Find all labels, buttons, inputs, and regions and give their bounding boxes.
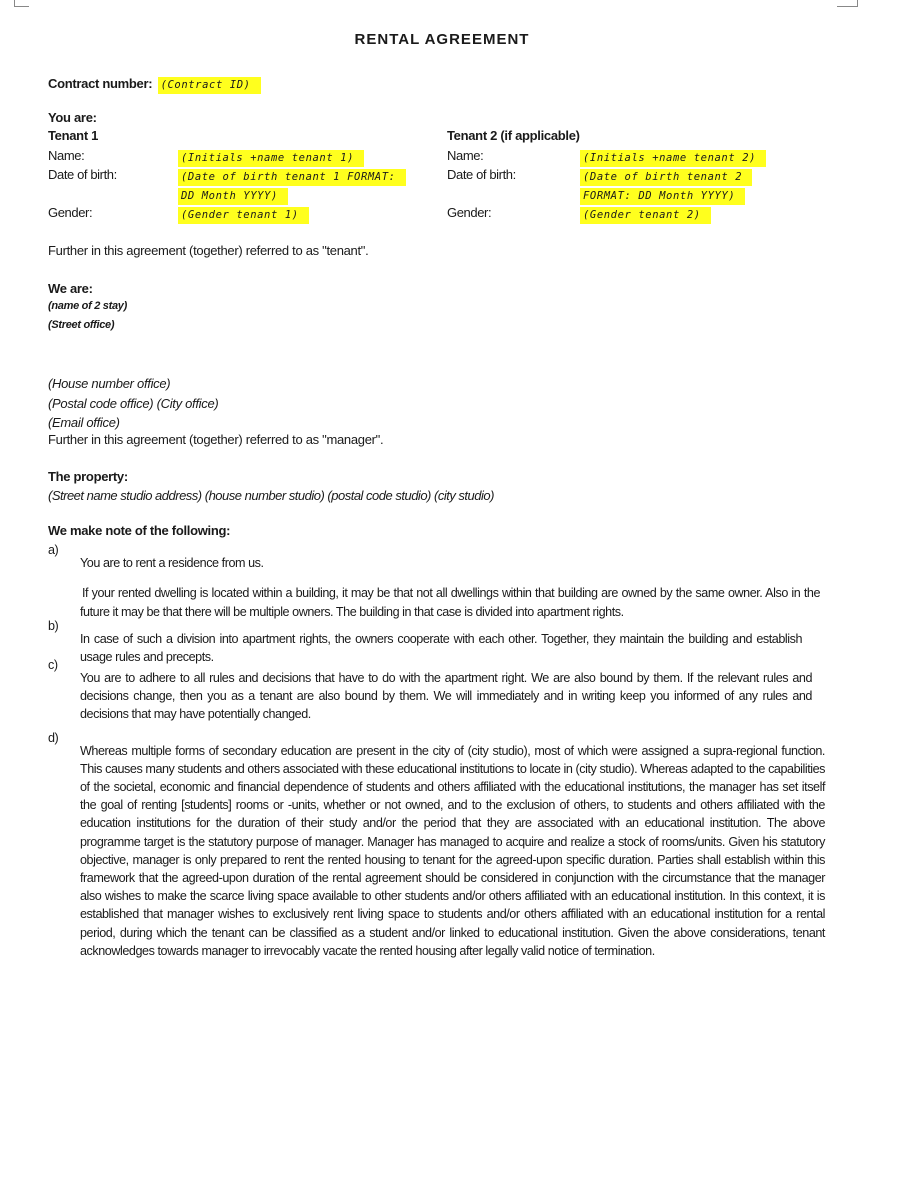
note-heading: We make note of the following: bbox=[48, 523, 231, 538]
tenant2-heading: Tenant 2 (if applicable) bbox=[447, 128, 580, 143]
contract-number-label: Contract number: bbox=[48, 76, 153, 91]
tenant1-dob-label: Date of birth: bbox=[48, 167, 117, 182]
tenant2-gender-label: Gender: bbox=[447, 205, 492, 220]
property-heading: The property: bbox=[48, 469, 128, 484]
tenant1-name-label: Name: bbox=[48, 148, 85, 163]
tenant1-dob-placeholder-line1: (Date of birth tenant 1 FORMAT: bbox=[178, 169, 406, 186]
tenant2-dob-placeholder-line1: (Date of birth tenant 2 bbox=[580, 169, 752, 186]
manager-reference-text: Further in this agreement (together) referred to as "manager". bbox=[48, 432, 384, 447]
tenant1-name-placeholder: (Initials +name tenant 1) bbox=[178, 150, 364, 167]
tenant-reference-text: Further in this agreement (together) referred to as "tenant". bbox=[48, 243, 369, 258]
tenant2-name-placeholder: (Initials +name tenant 2) bbox=[580, 150, 766, 167]
list-marker: c) bbox=[48, 658, 58, 672]
list-item-text: You are to adhere to all rules and decisions that have to do with the apartment right. We are also bound by them. If the relevant rules and decisions change, then you as a tenant are also bound by them. We will immediately and in writing keep you informed of any rules and decisions that may have potentially changed. bbox=[80, 670, 812, 721]
tenant1-heading: Tenant 1 bbox=[48, 128, 99, 143]
tenant2-dob-placeholder-line2: FORMAT: DD Month YYYY) bbox=[580, 188, 745, 205]
tenant1-gender-placeholder: (Gender tenant 1) bbox=[178, 207, 309, 224]
list-marker: b) bbox=[48, 619, 59, 633]
manager-email-placeholder: (Email office) bbox=[48, 415, 120, 430]
manager-house-number-placeholder: (House number office) bbox=[48, 376, 171, 391]
manager-postal-city-placeholder: (Postal code office) (City office) bbox=[48, 396, 219, 411]
crop-mark-right bbox=[837, 0, 858, 7]
tenant1-dob-placeholder-line2: DD Month YYYY) bbox=[178, 188, 288, 205]
we-are-heading: We are: bbox=[48, 281, 93, 296]
tenant2-name-label: Name: bbox=[447, 148, 484, 163]
list-marker: a) bbox=[48, 543, 59, 557]
manager-street-placeholder: (Street office) bbox=[48, 319, 115, 331]
list-item-text: If your rented dwelling is located within a building, it may be that not all dwellings within that building are owned by the same owner. Also in the future it may be that there will be multiple owners. The building in that case is divided into apartment rights. bbox=[80, 586, 820, 619]
tenant1-gender-label: Gender: bbox=[48, 205, 93, 220]
list-item-text: Whereas multiple forms of secondary education are present in the city of (city studio), most of which were assigned a supra-regional function. This causes many students and others associated with these educational institutions to locate in (city studio). Whereas adapted to the capabilities of the societal, economic and financial dependence of students and others affiliated with the educational institutions, the manager has set itself the goal of renting [students] rooms or -units, whether or not owned, and to the exclusion of others, to students and others affiliated with the education institutions for the duration of their study and/or the period that they are associated with an educational institution. The above programme target is the statutory purpose of manager. Manager has managed to acquire and realize a stock of rooms/units. Given his statutory objective, manager is only prepared to rent the rented housing to tenant for the agreed-upon specific duration. Parties shall establish within this framework that the agreed-upon duration of the rental agreement should be considered in conjunction with the circumstance that the manager also wishes to make the scarce living space available to other students and/or others affiliated with an educational institution. In this context, it is established that manager wishes to exclusively rent living space to students and/or others affiliated with an educational institution for a rental period, during which the tenant can be classified as a student and/or linked to educational institution. Given the above considerations, tenant acknowledges towards manager to irrevocably vacate the rented housing after legally valid notice of termination. bbox=[80, 743, 825, 958]
tenant2-dob-label: Date of birth: bbox=[447, 167, 516, 182]
crop-mark-left bbox=[14, 0, 29, 7]
list-item-text: In case of such a division into apartment rights, the owners cooperate with each other. Together, they maintain the building and establish usage rules and precepts. bbox=[80, 631, 802, 664]
tenant2-gender-placeholder: (Gender tenant 2) bbox=[580, 207, 711, 224]
manager-name-placeholder: (name of 2 stay) bbox=[48, 300, 127, 312]
you-are-heading: You are: bbox=[48, 110, 97, 125]
property-address-placeholder: (Street name studio address) (house number studio) (postal code studio) (city studio) bbox=[48, 488, 494, 503]
contract-number-row bbox=[48, 76, 261, 94]
list-marker: d) bbox=[48, 731, 59, 745]
list-item-lead: You are to rent a residence from us. bbox=[80, 555, 264, 570]
contract-id-placeholder: (Contract ID) bbox=[158, 77, 261, 94]
document-title: RENTAL AGREEMENT bbox=[354, 31, 530, 48]
